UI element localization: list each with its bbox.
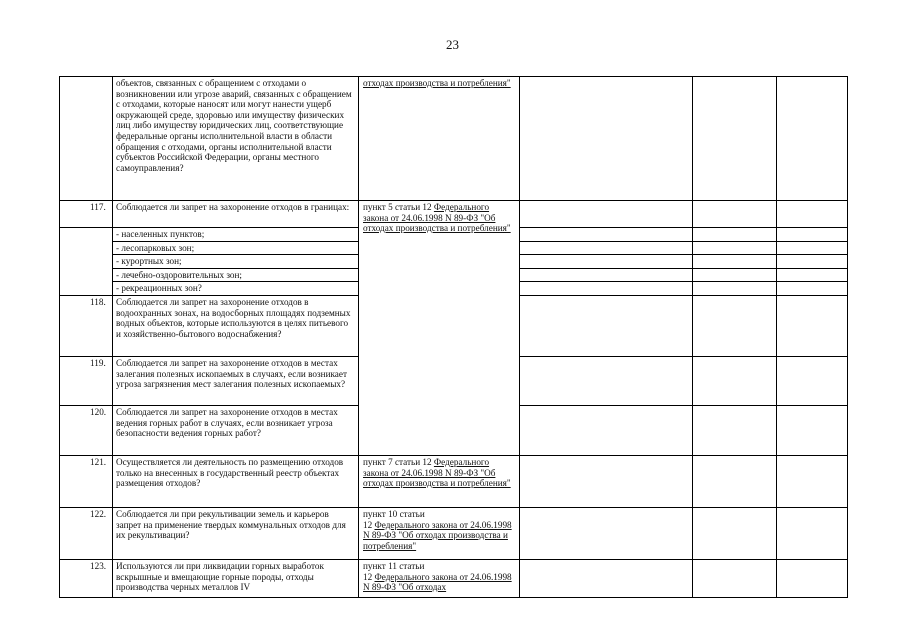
empty-cell (777, 455, 848, 507)
question-cell: Соблюдается ли запрет на захоронение отходов в местах ведения горных работ в случаях, если возникает угроза безопасности ведения горных работ? (113, 405, 359, 455)
empty-cell (520, 405, 693, 455)
row-number-cell (60, 228, 113, 296)
table-row (60, 77, 848, 201)
sub-item: - населенных пунктов; (113, 228, 359, 242)
empty-cell (693, 77, 777, 201)
empty-cell (693, 282, 777, 296)
empty-cell (777, 559, 848, 597)
empty-cell (693, 268, 777, 282)
empty-cell (777, 255, 848, 269)
law-prefix: пункт 10 статьи 12 (363, 508, 425, 530)
empty-cell (520, 282, 693, 296)
law-reference (359, 559, 520, 597)
empty-cell (777, 201, 848, 228)
law-prefix: пункт 11 статьи 12 (363, 560, 425, 582)
empty-cell (777, 241, 848, 255)
table-row (60, 201, 848, 228)
law-link[interactable]: Федерального закона от 24.06.1998 N 89-ФЗ "Об отходах (363, 571, 512, 593)
empty-cell (693, 295, 777, 356)
empty-cell (520, 295, 693, 356)
sub-item: - рекреационных зон? (113, 282, 359, 296)
empty-cell (520, 201, 693, 228)
empty-cell (520, 77, 693, 201)
empty-cell (777, 405, 848, 455)
page-number: 23 (446, 37, 459, 52)
question-cell: Используются ли при ликвидации горных выработок вскрышные и вмещающие горные породы, отходы производства черных металлов IV (113, 559, 359, 597)
empty-cell (520, 559, 693, 597)
law-reference (359, 455, 520, 507)
table-row (60, 455, 848, 507)
law-link[interactable]: Федерального закона от 24.06.1998 N 89-ФЗ "Об отходах производства и потребления" (363, 456, 511, 489)
empty-cell (693, 507, 777, 559)
empty-cell (693, 356, 777, 405)
question-cell: Соблюдается ли запрет на захоронение отходов в границах: (113, 201, 359, 228)
empty-cell (693, 241, 777, 255)
row-number: 119. (60, 356, 113, 405)
empty-cell (777, 77, 848, 201)
empty-cell (693, 228, 777, 242)
empty-cell (520, 455, 693, 507)
empty-cell (693, 255, 777, 269)
sub-item: - лечебно-оздоровительных зон; (113, 268, 359, 282)
law-prefix: пункт 5 статьи 12 (363, 202, 434, 212)
row-number: 123. (60, 559, 113, 597)
row-number: 118. (60, 295, 113, 356)
empty-cell (693, 405, 777, 455)
law-link[interactable]: Федерального закона от 24.06.1998 N 89-ФЗ "Об отходах производства и потребления" (363, 519, 512, 551)
question-cell: объектов, связанных с обращением с отходами о возникновении или угрозе аварий, связанных с обращением с отходами, которые наносят или могут нанести ущерб окружающей среде, здоровью или имуществу физических лиц либо имуществу юридических лиц, соответствующие федеральные органы исполнительной власти в области обращения с отходами, органы исполнительной власти субъектов Российской Федерации, органы местного самоуправления? (113, 77, 359, 201)
row-number: 121. (60, 455, 113, 507)
law-reference (359, 201, 520, 456)
row-number: 120. (60, 405, 113, 455)
empty-cell (777, 295, 848, 356)
sub-item: - лесопарковых зон; (113, 241, 359, 255)
row-number: 117. (60, 201, 113, 228)
question-cell: Соблюдается ли при рекультивации земель и карьеров запрет на применение твердых коммунальных отходов для их рекультивации? (113, 507, 359, 559)
empty-cell (777, 507, 848, 559)
row-number-cell (60, 77, 113, 201)
table-row (60, 507, 848, 559)
empty-cell (520, 255, 693, 269)
empty-cell (520, 268, 693, 282)
empty-cell (520, 228, 693, 242)
empty-cell (520, 241, 693, 255)
law-prefix: пункт 7 статьи 12 (363, 456, 434, 467)
empty-cell (777, 356, 848, 405)
empty-cell (777, 282, 848, 296)
empty-cell (777, 228, 848, 242)
empty-cell (520, 507, 693, 559)
sub-item: - курортных зон; (113, 255, 359, 269)
checklist-table (59, 76, 848, 598)
law-link[interactable]: Федерального закона от 24.06.1998 N 89-ФЗ "Об отходах производства и потребления" (363, 202, 511, 234)
empty-cell (520, 356, 693, 405)
empty-cell (777, 268, 848, 282)
law-reference: отходах производства и потребления" (359, 77, 520, 201)
law-reference (359, 507, 520, 559)
empty-cell (693, 455, 777, 507)
question-cell: Соблюдается ли запрет на захоронение отходов в местах залегания полезных ископаемых в случаях, если возникает угроза загрязнения мест залегания полезных ископаемых? (113, 356, 359, 405)
question-cell: Осуществляется ли деятельность по размещению отходов только на внесенных в государственный реестр объектах размещения отходов? (113, 455, 359, 507)
empty-cell (693, 559, 777, 597)
row-number: 122. (60, 507, 113, 559)
table-row (60, 559, 848, 597)
question-cell: Соблюдается ли запрет на захоронение отходов в водоохранных зонах, на водосборных площадях подземных водных объектов, которые используются в целях питьевого и хозяйственно-бытового водоснабжения? (113, 295, 359, 356)
empty-cell (693, 201, 777, 228)
